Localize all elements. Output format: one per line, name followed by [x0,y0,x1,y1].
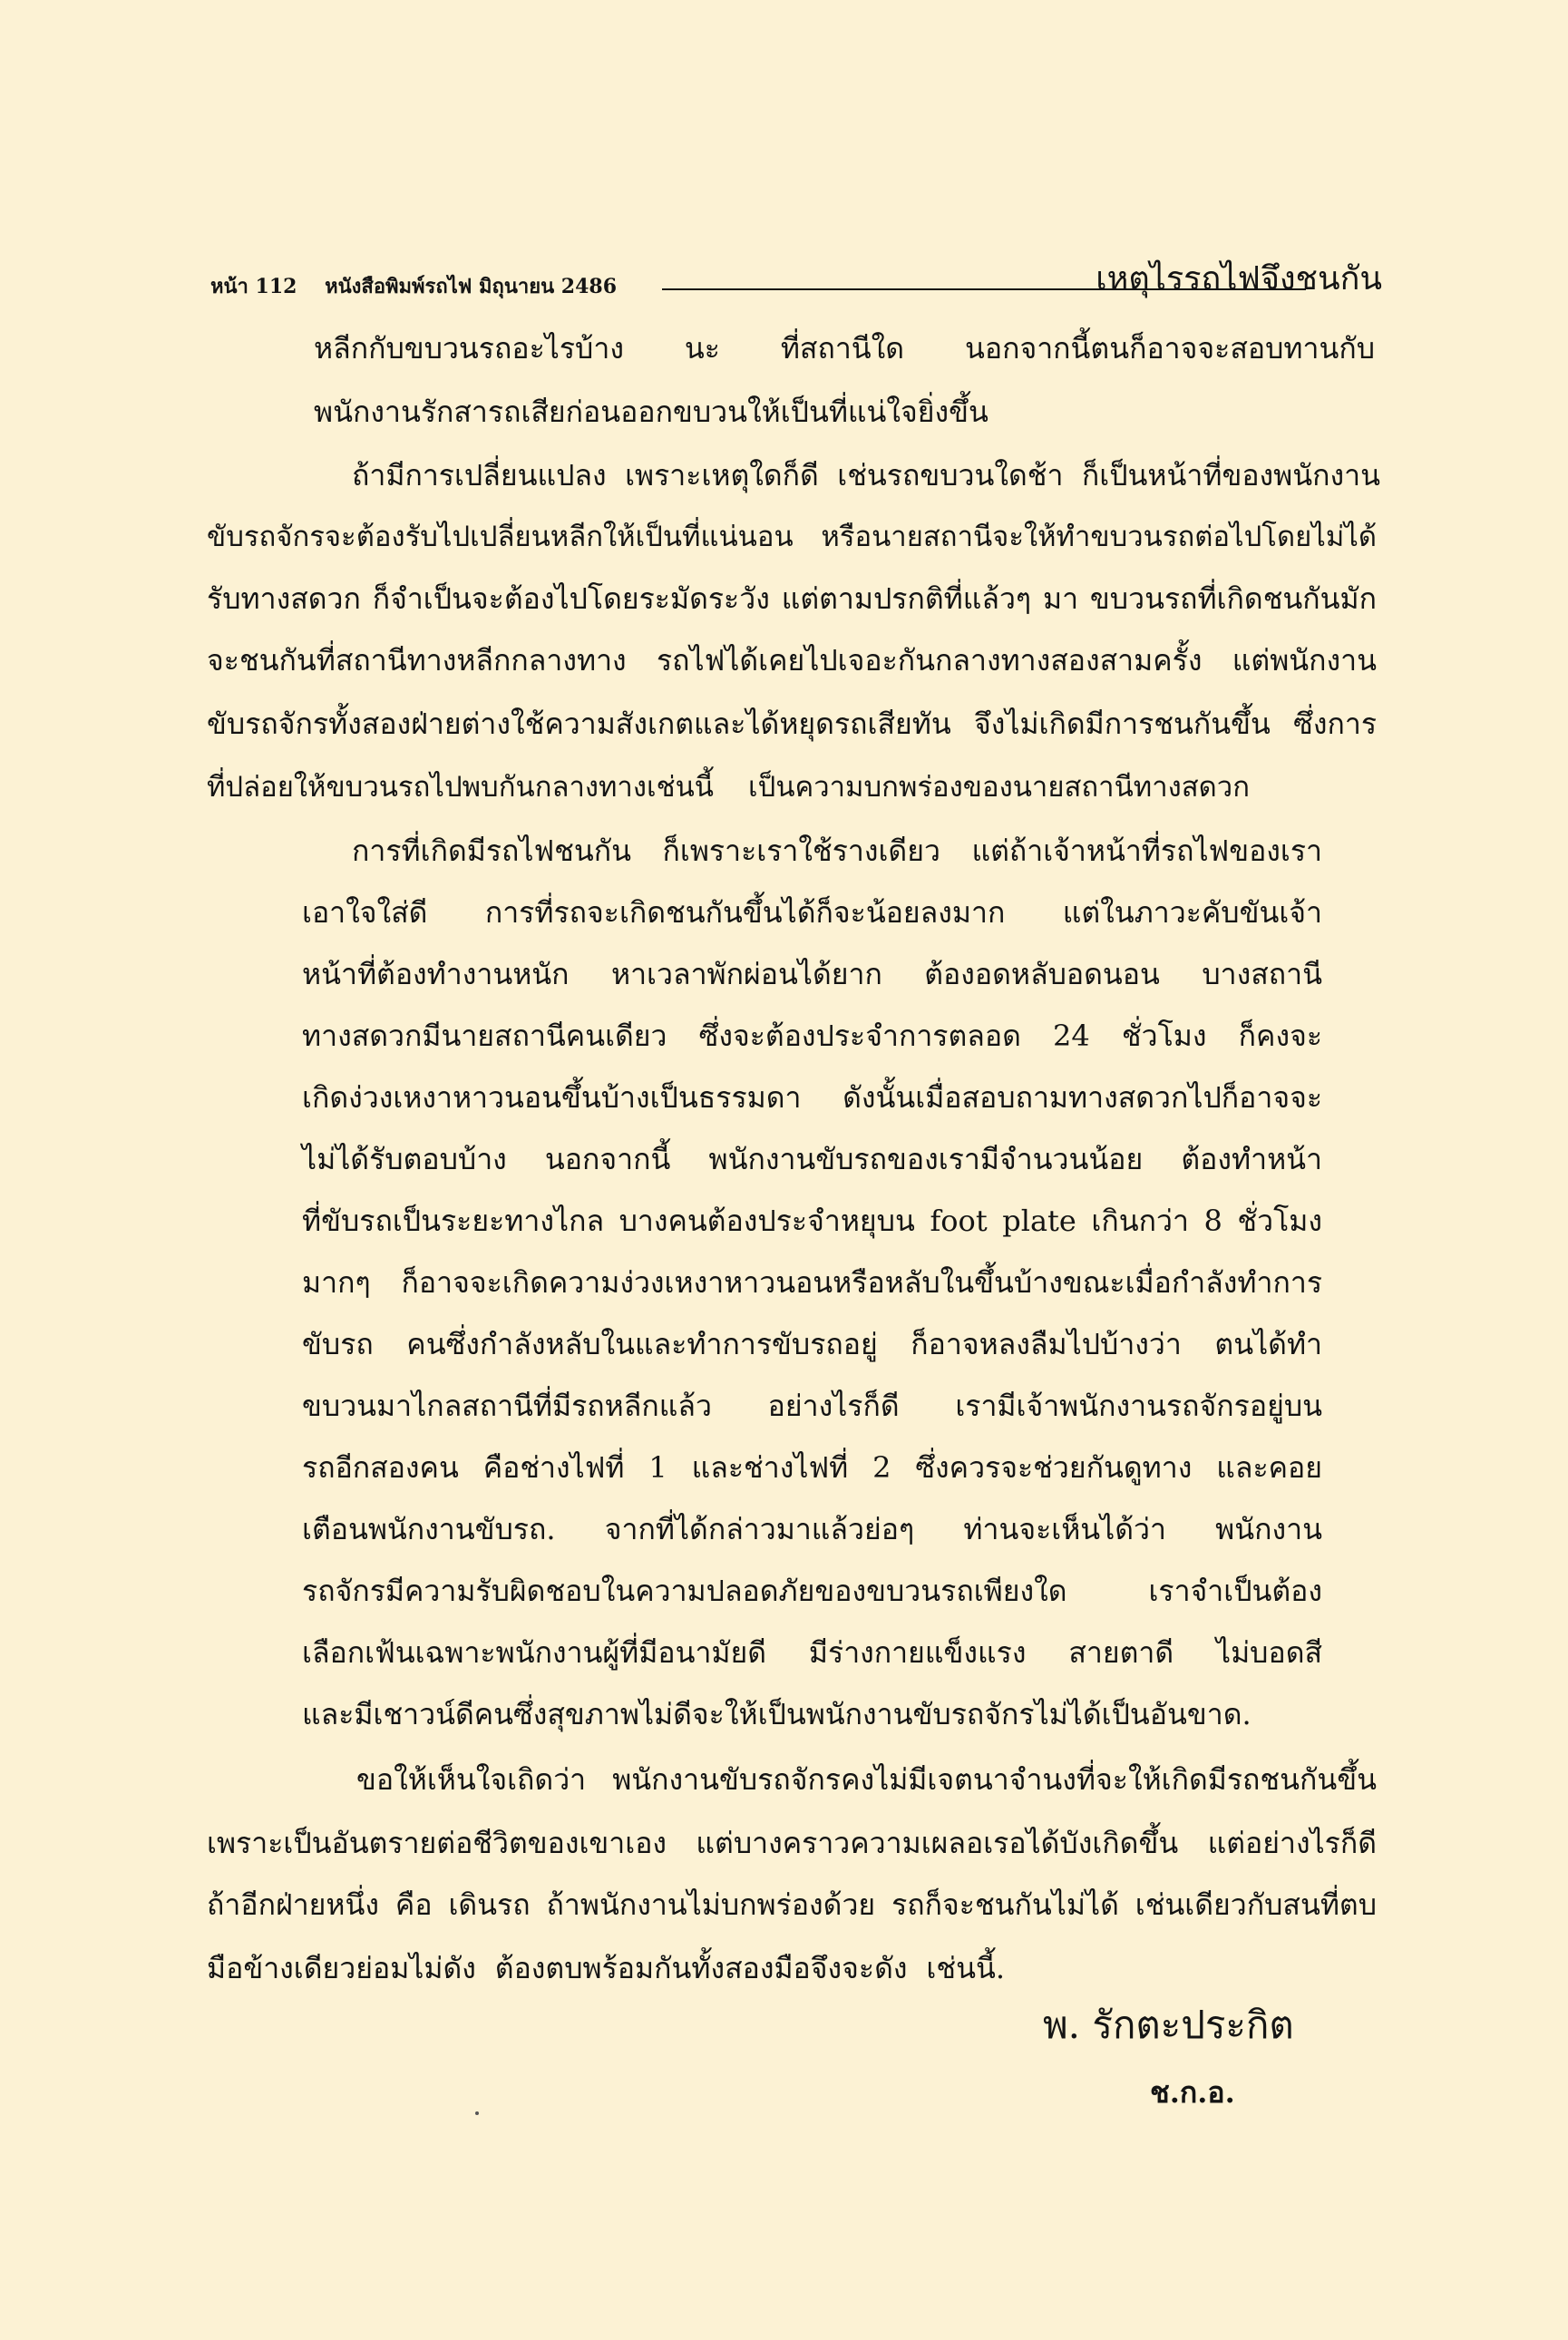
body-line: ขับรถจักรทั้งสองฝ่ายต่างใช้ความสังเกตและได้หยุดรถเสียทัน จึงไม่เกิดมีการชนกันขึ้น ซึ่งการ [207,707,1377,741]
page-number: หน้า 112 [210,275,297,298]
page-header [210,243,1382,297]
body-line: เกิดง่วงเหงาหาวนอนขึ้นบ้างเป็นธรรมดา ดังนั้นเมื่อสอบถามทางสดวกไปก็อาจจะ [302,1080,1322,1115]
body-line: พนักงานรักสารถเสียก่อนออกขบวนให้เป็นที่แน่ใจยิ่งขึ้น [314,395,989,429]
body-line: รับทางสดวก ก็จำเป็นจะต้องไปโดยระมัดระวัง แต่ตามปรกติที่แล้วๆ มา ขบวนรถที่เกิดชนกันมัก [207,581,1377,616]
body-line: หลีกกับขบวนรถอะไรบ้าง นะ ที่สถานีใด นอกจากนี้ตนก็อาจจะสอบทานกับ [314,331,1375,366]
body-line: มือข้างเดียวย่อมไม่ดัง ต้องตบพร้อมกันทั้งสองมือจึงจะดัง เช่นนี้. [207,1951,1005,1985]
body-line: ขับรถจักรจะต้องรับไปเปลี่ยนหลีกให้เป็นที่แน่นอน หรือนายสถานีจะให้ทำขบวนรถต่อไปโดยไม่ได้ [207,521,1377,553]
body-line: หน้าที่ต้องทำงานหนัก หาเวลาพักผ่อนได้ยาก ต้องอดหลับอดนอน บางสถานี [302,957,1322,991]
body-line: เตือนพนักงานขับรถ. จากที่ได้กล่าวมาแล้วย่อๆ ท่านจะเห็นได้ว่า พนักงาน [302,1512,1322,1546]
publication-name: หนังสือพิมพ์รถไฟ มิถุนายน 2486 [325,275,618,298]
stray-mark [475,2111,479,2115]
author-title: ช.ก.อ. [1150,2075,1235,2110]
body-line: เอาใจใส่ดี การที่รถจะเกิดชนกันขึ้นได้ก็จะน้อยลงมาก แต่ในภาวะคับขันเจ้า [302,895,1322,930]
body-line: ทางสดวกมีนายสถานีคนเดียว ซึ่งจะต้องประจำการตลอด 24 ชั่วโมง ก็คงจะ [302,1019,1322,1053]
body-line: เลือกเฟ้นเฉพาะพนักงานผู้ที่มีอนามัยดี มีร่างกายแข็งแรง สายตาดี ไม่บอดสี [302,1635,1322,1670]
body-line: ถ้ามีการเปลี่ยนแปลง เพราะเหตุใดก็ดี เช่นรถขบวนใดช้า ก็เป็นหน้าที่ของพนักงาน [352,458,1380,492]
body-line: ขบวนมาไกลสถานีที่มีรถหลีกแล้ว อย่างไรก็ดี เรามีเจ้าพนักงานรถจักรอยู่บน [302,1389,1322,1423]
body-line: ขับรถ คนซึ่งกำลังหลับในและทำการขับรถอยู่ ก็อาจหลงลืมไปบ้างว่า ตนได้ทำ [302,1327,1322,1361]
body-line: ขอให้เห็นใจเถิดว่า พนักงานขับรถจักรคงไม่มีเจตนาจำนงที่จะให้เกิดมีรถชนกันขึ้น [356,1762,1377,1797]
body-line: ไม่ได้รับตอบบ้าง นอกจากนี้ พนักงานขับรถของเรามีจำนวนน้อย ต้องทำหน้า [302,1142,1322,1176]
body-line: ที่ขับรถเป็นระยะทางไกล บางคนต้องประจำหยุบน foot plate เกินกว่า 8 ชั่วโมง [302,1204,1322,1238]
author-signature: พ. รักตะประกิต [1043,2003,1294,2047]
body-line: มากๆ ก็อาจจะเกิดความง่วงเหงาหาวนอนหรือหลับในขึ้นบ้างขณะเมื่อกำลังทำการ [302,1265,1322,1300]
body-line: รถอีกสองคน คือช่างไฟที่ 1 และช่างไฟที่ 2 ซึ่งควรจะช่วยกันดูทาง และคอย [302,1450,1322,1485]
body-line: จะชนกันที่สถานีทางหลีกกลางทาง รถไฟได้เคยไปเจอะกันกลางทางสองสามครั้ง แต่พนักงาน [207,643,1377,678]
body-line: เพราะเป็นอันตรายต่อชีวิตของเขาเอง แต่บางคราวความเผลอเรอได้บังเกิดขึ้น แต่อย่างไรก็ดี [207,1826,1377,1860]
article-title: เหตุไรรถไฟจึงชนกัน [1096,260,1382,297]
body-line: ถ้าอีกฝ่ายหนึ่ง คือ เดินรถ ถ้าพนักงานไม่บกพร่องด้วย รถก็จะชนกันไม่ได้ เช่นเดียวกับสนที่ตบ [207,1887,1377,1922]
body-line: รถจักรมีความรับผิดชอบในความปลอดภัยของขบวนรถเพียงใด เราจำเป็นต้อง [302,1574,1322,1608]
body-line: ที่ปล่อยให้ขบวนรถไปพบกันกลางทางเช่นนี้ เป็นความบกพร่องของนายสถานีทางสดวก [207,771,1250,804]
body-line: การที่เกิดมีรถไฟชนกัน ก็เพราะเราใช้รางเดียว แต่ถ้าเจ้าหน้าที่รถไฟของเรา [352,834,1322,868]
body-line: และมีเชาวน์ดีคนซึ่งสุขภาพไม่ดีจะให้เป็นพนักงานขับรถจักรไม่ได้เป็นอันขาด. [302,1697,1251,1731]
header-page-info [210,270,617,302]
